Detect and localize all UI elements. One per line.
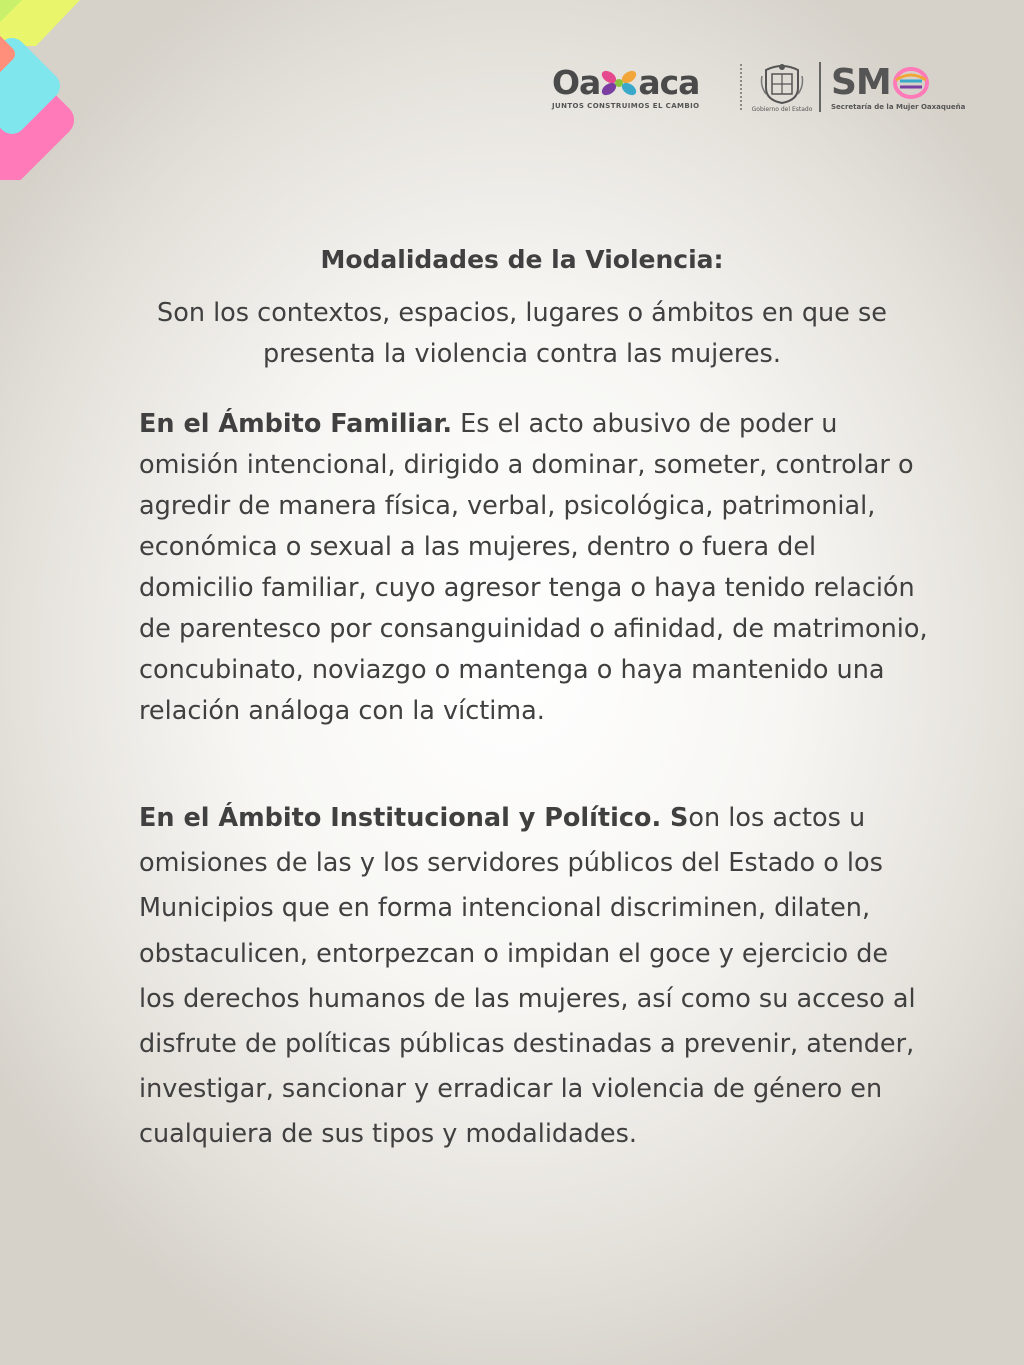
oaxaca-logo xyxy=(552,62,738,110)
header-logos xyxy=(552,56,972,118)
familiar-text: Es el acto abusivo de poder u omisión intencional, dirigido a dominar, someter, controlar o agredir de manera física, verbal, psicológica, patrimonial, económica o sexual a las mujeres, dentro o fuera del domicilio familiar, cuyo agresor tenga o haya tenido relación de parentesco por consanguinidad o afinidad, de matrimonio, concubinato, noviazgo o mantenga o haya mantenido una relación análoga con la víctima. xyxy=(139,409,928,726)
logo-divider-solid xyxy=(819,62,821,112)
state-seal-icon xyxy=(760,62,804,104)
smo-logo-tagline: Secretaría de la Mujer Oaxaqueña xyxy=(831,102,966,111)
familiar-paragraph xyxy=(139,404,929,732)
institucional-heading: En el Ámbito Institucional y Político. S xyxy=(139,803,689,833)
logo-divider-dotted xyxy=(740,64,743,110)
intro-paragraph: Son los contextos, espacios, lugares o ámbitos en que se presenta la violencia contra las mujeres. xyxy=(157,298,887,369)
oaxaca-x-icon xyxy=(599,68,639,98)
smo-logo-letters: SM xyxy=(831,61,891,103)
smo-logo-word xyxy=(831,61,930,103)
gobierno-logo xyxy=(753,62,811,113)
smo-logo xyxy=(831,61,966,111)
oaxaca-logo-word-end: aca xyxy=(638,62,700,102)
page-title: Modalidades de la Violencia: xyxy=(320,245,724,274)
oaxaca-logo-word-start: Oa xyxy=(552,62,601,102)
decorative-corner-shapes-icon xyxy=(0,0,130,180)
familiar-heading: En el Ámbito Familiar. xyxy=(139,409,453,439)
institucional-paragraph xyxy=(139,796,929,1158)
oaxaca-logo-word xyxy=(552,62,700,102)
oaxaca-logo-tagline: JUNTOS CONSTRUIMOS EL CAMBIO xyxy=(552,101,700,110)
gobierno-logo-tagline: Gobierno del Estado xyxy=(751,105,813,113)
institucional-text: on los actos u omisiones de las y los servidores públicos del Estado o los Municipios que en forma intencional discriminen, dilaten, obstaculicen, entorpezcan o impidan el goce y ejercicio de los derechos humanos de las mujeres, así como su acceso al disfrute de políticas públicas destinadas a prevenir, atender, investigar, sancionar y erradicar la violencia de género en cualquiera de sus tipos y modalidades. xyxy=(139,803,916,1150)
smo-o-icon xyxy=(892,66,930,100)
